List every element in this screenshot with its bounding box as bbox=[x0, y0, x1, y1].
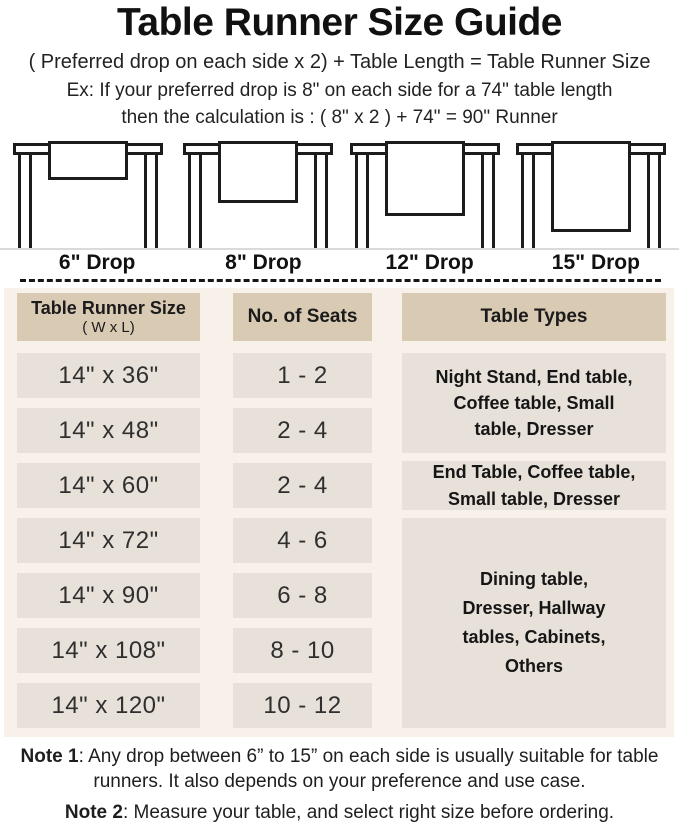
table-leg-graphic bbox=[492, 154, 495, 250]
table-types-group-large-tables bbox=[402, 518, 666, 728]
note-1-label: Note 1 bbox=[20, 746, 79, 767]
drop-illustrations bbox=[0, 135, 679, 250]
table-types-text: Small table, Dresser bbox=[447, 488, 621, 509]
dashed-divider bbox=[20, 279, 661, 282]
table-row-seats bbox=[233, 628, 372, 673]
table-leg-graphic bbox=[481, 154, 484, 250]
divider-line bbox=[0, 248, 679, 250]
table-row-size bbox=[17, 573, 200, 618]
seats-value: 6 - 8 bbox=[277, 581, 328, 609]
table-row-size bbox=[17, 628, 200, 673]
table-row-seats bbox=[233, 463, 372, 508]
runner-graphic bbox=[48, 141, 128, 180]
table-row-seats bbox=[233, 353, 372, 398]
drop-label-15: 15" Drop bbox=[551, 251, 640, 274]
size-value: 14" x 90" bbox=[58, 581, 159, 609]
table-row-seats bbox=[233, 408, 372, 453]
table-leg-graphic bbox=[155, 154, 158, 250]
table-illustration-6in-drop bbox=[13, 135, 163, 250]
table-leg-graphic bbox=[325, 154, 328, 250]
table-types-group-small-tables bbox=[402, 353, 666, 453]
table-row-size bbox=[17, 408, 200, 453]
table-row-seats bbox=[233, 573, 372, 618]
table-types-text: Others bbox=[504, 655, 564, 676]
header-wxl-label: ( W x L) bbox=[82, 318, 135, 336]
note-1 bbox=[6, 744, 673, 795]
table-types-text: End Table, Coffee table, bbox=[432, 462, 636, 483]
table-row-seats bbox=[233, 518, 372, 563]
size-value: 14" x 108" bbox=[51, 636, 166, 664]
table-leg-graphic bbox=[29, 154, 32, 250]
table-types-text: Dining table, bbox=[480, 569, 588, 590]
runner-graphic bbox=[218, 141, 298, 203]
table-illustration-12in-drop bbox=[350, 135, 500, 250]
footer-notes bbox=[6, 744, 673, 826]
table-types-text: Night Stand, End table, bbox=[435, 366, 633, 387]
table-types-text: Dresser, Hallway bbox=[462, 598, 606, 619]
note-2-text: : Measure your table, and select right size before ordering. bbox=[122, 801, 615, 823]
table-row-size bbox=[17, 353, 200, 398]
table-types-text: table, Dresser bbox=[474, 419, 594, 440]
size-value: 14" x 72" bbox=[58, 526, 159, 554]
size-value: 14" x 36" bbox=[58, 361, 159, 389]
note-2 bbox=[6, 800, 673, 825]
table-row-size bbox=[17, 683, 200, 728]
seats-value: 2 - 4 bbox=[277, 471, 328, 499]
table-leg-graphic bbox=[314, 154, 317, 250]
table-leg-graphic bbox=[188, 154, 191, 250]
example-line-2: then the calculation is : ( 8" x 2 ) + 74" = 90" Runner bbox=[121, 107, 558, 128]
table-row-size bbox=[17, 463, 200, 508]
runner-graphic bbox=[551, 141, 631, 232]
table-leg-graphic bbox=[366, 154, 369, 250]
column-header-runner-size bbox=[17, 293, 200, 341]
table-illustration-15in-drop bbox=[516, 135, 666, 250]
seats-value: 1 - 2 bbox=[277, 361, 328, 389]
header-seats-label: No. of Seats bbox=[247, 306, 358, 327]
size-value: 14" x 48" bbox=[58, 416, 159, 444]
table-leg-graphic bbox=[199, 154, 202, 250]
drop-label-12: 12" Drop bbox=[385, 251, 474, 274]
seats-value: 2 - 4 bbox=[277, 416, 328, 444]
drop-label-8: 8" Drop bbox=[225, 251, 302, 274]
table-leg-graphic bbox=[647, 154, 650, 250]
size-value: 14" x 120" bbox=[51, 691, 166, 719]
drop-label-6: 6" Drop bbox=[58, 251, 136, 274]
seats-value: 4 - 6 bbox=[277, 526, 328, 554]
formula-text: ( Preferred drop on each side x 2) + Table Length = Table Runner Size bbox=[28, 51, 651, 73]
size-value: 14" x 60" bbox=[58, 471, 159, 499]
header-runner-size-label: Table Runner Size bbox=[31, 298, 186, 319]
table-leg-graphic bbox=[18, 154, 21, 250]
note-1-text: : Any drop between 6” to 15” on each side is usually suitable for table runners. It also depends on your preference and use case. bbox=[78, 746, 659, 793]
table-leg-graphic bbox=[658, 154, 661, 250]
table-types-text: Coffee table, Small bbox=[453, 392, 615, 413]
runner-graphic bbox=[385, 141, 465, 216]
table-types-group-medium-tables bbox=[402, 461, 666, 510]
table-types-text: tables, Cabinets, bbox=[462, 627, 606, 647]
table-row-seats bbox=[233, 683, 372, 728]
column-header-seats bbox=[233, 293, 372, 341]
example-line-1: Ex: If your preferred drop is 8" on each side for a 74" table length bbox=[66, 80, 613, 101]
drop-labels-row bbox=[14, 251, 679, 277]
table-row-size bbox=[17, 518, 200, 563]
note-2-label: Note 2 bbox=[64, 801, 123, 823]
table-leg-graphic bbox=[521, 154, 524, 250]
page-title: Table Runner Size Guide bbox=[116, 1, 563, 44]
table-illustration-8in-drop bbox=[183, 135, 333, 250]
column-header-table-types bbox=[402, 293, 666, 341]
table-leg-graphic bbox=[144, 154, 147, 250]
seats-value: 10 - 12 bbox=[263, 691, 342, 719]
header-table-types-label: Table Types bbox=[480, 306, 588, 327]
table-leg-graphic bbox=[532, 154, 535, 250]
table-leg-graphic bbox=[355, 154, 358, 250]
seats-value: 8 - 10 bbox=[270, 636, 335, 664]
size-table bbox=[4, 288, 674, 737]
